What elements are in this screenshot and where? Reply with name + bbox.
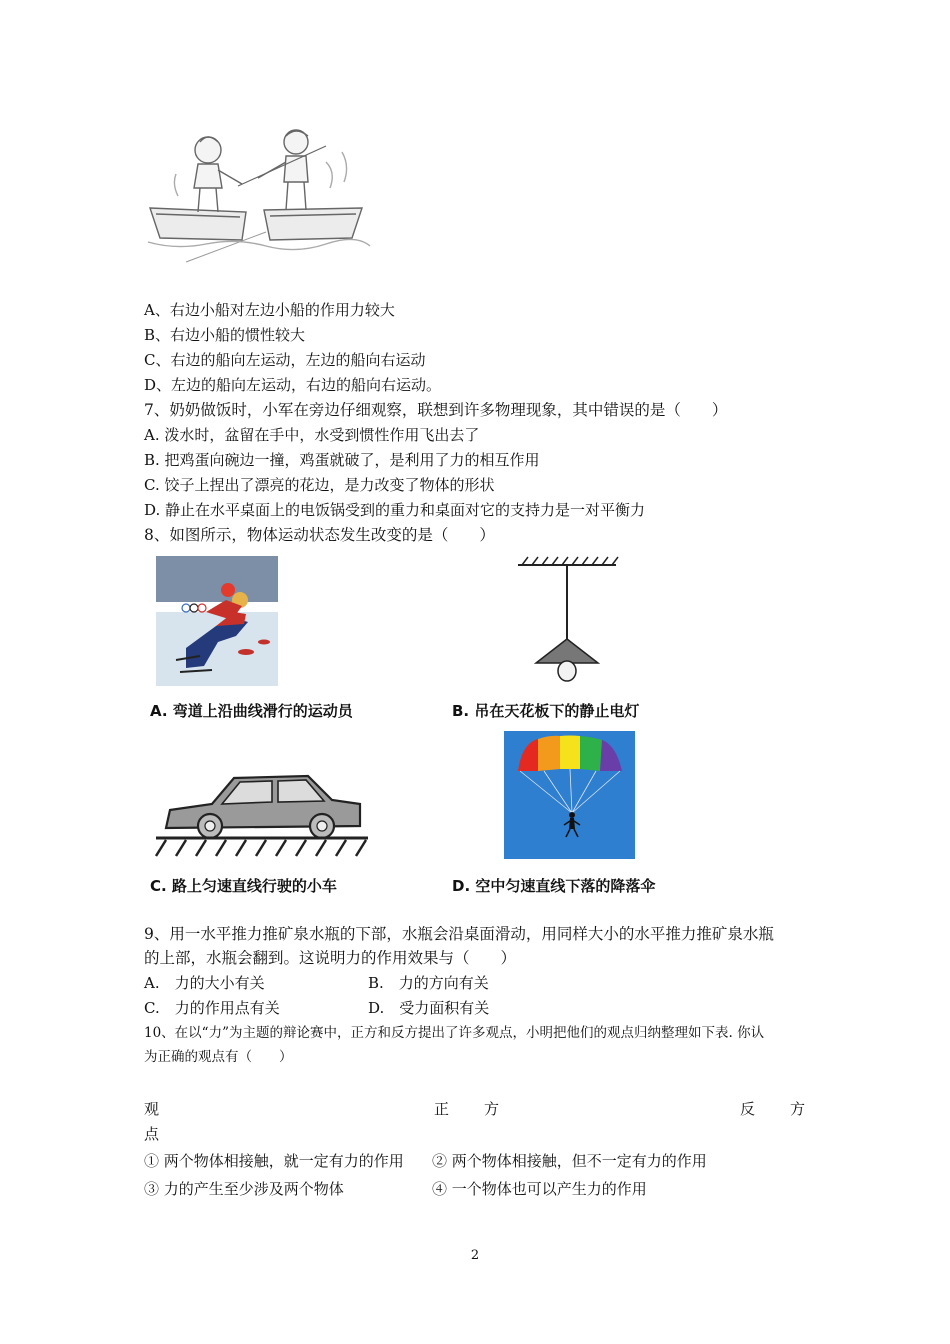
q6-option-c: C、右边的船向左运动，左边的船向右运动	[144, 351, 426, 369]
q8-caption-b: B. 吊在天花板下的静止电灯	[452, 702, 640, 720]
q8-caption-a: A. 弯道上沿曲线滑行的运动员	[150, 702, 353, 720]
q9-stem-line1: 9、用一水平推力推矿泉水瓶的下部，水瓶会沿桌面滑动，用同样大小的水平推力推矿泉水瓶	[144, 925, 774, 943]
q6-option-b: B、右边小船的惯性较大	[144, 326, 306, 344]
page-number: 2	[470, 1248, 480, 1263]
table-row1-left: ① 两个物体相接触，就一定有力的作用	[144, 1152, 404, 1170]
q9-option-d: D. 受力面积有关	[368, 999, 490, 1017]
q10-stem-line1: 10、在以“力”为主题的辩论赛中，正方和反方提出了许多观点，小明把他们的观点归纳整理如下表. 你认	[144, 1025, 765, 1041]
table-header-zheng-1: 正	[434, 1100, 450, 1118]
speed-skater-photo	[156, 556, 278, 686]
q10-stem-line2: 为正确的观点有（ ）	[144, 1049, 293, 1065]
q8-caption-d: D. 空中匀速直线下落的降落伞	[452, 877, 656, 895]
q7-option-a: A. 泼水时，盆留在手中，水受到惯性作用飞出去了	[144, 426, 480, 444]
table-header-fan-1: 反	[740, 1100, 756, 1118]
q8-stem: 8、如图所示，物体运动状态发生改变的是（ ）	[144, 526, 495, 544]
car-on-road-drawing	[152, 764, 372, 862]
q7-option-c: C. 饺子上捏出了漂亮的花边，是力改变了物体的形状	[144, 476, 495, 494]
q7-option-d: D. 静止在水平桌面上的电饭锅受到的重力和桌面对它的支持力是一对平衡力	[144, 501, 646, 519]
parachute-photo	[504, 731, 635, 859]
table-row2-left: ③ 力的产生至少涉及两个物体	[144, 1180, 344, 1198]
q7-option-b: B. 把鸡蛋向碗边一撞，鸡蛋就破了，是利用了力的相互作用	[144, 451, 540, 469]
q9-option-a: A. 力的大小有关	[144, 974, 265, 992]
q7-stem: 7、奶奶做饭时，小军在旁边仔细观察，联想到许多物理现象，其中错误的是（ ）	[144, 401, 728, 419]
q6-option-d: D、左边的船向左运动，右边的船向右运动。	[144, 376, 442, 394]
table-header-guan: 观	[144, 1100, 160, 1118]
table-header-fan-2: 方	[790, 1100, 806, 1118]
q9-option-b: B. 力的方向有关	[368, 974, 489, 992]
table-row1-right: ② 两个物体相接触，但不一定有力的作用	[432, 1152, 707, 1170]
table-row2-right: ④ 一个物体也可以产生力的作用	[432, 1180, 647, 1198]
hanging-lamp-drawing	[512, 555, 622, 687]
boats-push-illustration	[146, 122, 372, 282]
q9-stem-line2: 的上部，水瓶会翻到。这说明力的作用效果与（ ）	[144, 949, 517, 967]
q6-option-a: A、右边小船对左边小船的作用力较大	[144, 301, 395, 319]
q8-caption-c: C. 路上匀速直线行驶的小车	[150, 877, 337, 895]
table-header-zheng-2: 方	[484, 1100, 500, 1118]
table-header-dian: 点	[144, 1125, 160, 1143]
q9-option-c: C. 力的作用点有关	[144, 999, 280, 1017]
